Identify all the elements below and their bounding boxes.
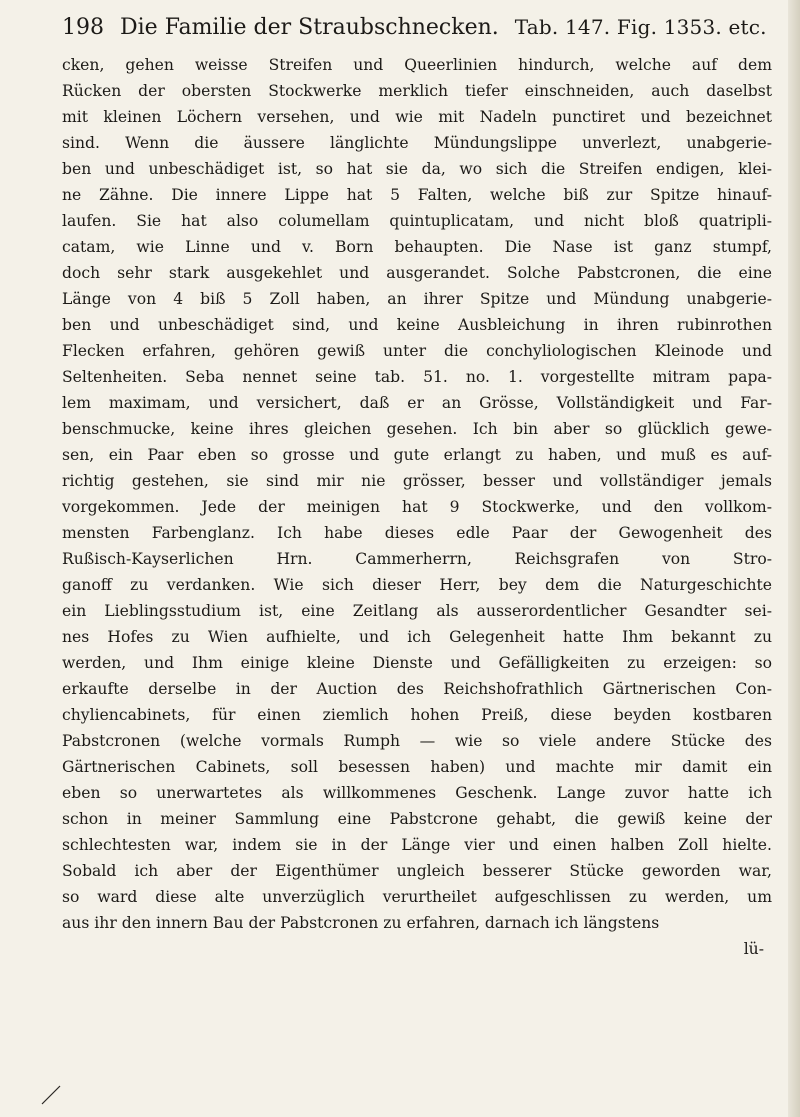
- text-line: Flecken erfahren, gehören gewiß unter die conchyliologischen Kleinode und: [62, 342, 772, 360]
- text-line: catam, wie Linne und v. Born behaupten. Die Nase ist ganz stumpf,: [62, 238, 772, 256]
- catchword: lü-: [743, 940, 764, 958]
- text-line: schon in meiner Sammlung eine Pabstcrone gehabt, die gewiß keine der: [62, 810, 772, 828]
- text-line: laufen. Sie hat also columellam quintuplicatam, und nicht bloß quatripli-: [62, 212, 772, 230]
- text-line: ben und unbeschädiget sind, und keine Ausbleichung in ihren rubinrothen: [62, 316, 772, 334]
- running-title: Die Familie der Straubschnecken.: [120, 15, 499, 40]
- text-line: sind. Wenn die äussere länglichte Mündungslippe unverlezt, unabgerie-: [62, 134, 772, 152]
- text-line: Rußisch-Kayserlichen Hrn. Cammerherrn, Reichsgrafen von Stro-: [62, 550, 772, 568]
- text-line: aus ihr den innern Bau der Pabstcronen zu erfahren, darnach ich längstens: [62, 914, 660, 932]
- plate-reference: Tab. 147. Fig. 1353. etc.: [514, 15, 767, 39]
- text-line: so ward diese alte unverzüglich verurtheilet aufgeschlissen zu werden, um: [62, 888, 772, 906]
- text-line: Sobald ich aber der Eigenthümer ungleich besserer Stücke geworden war,: [62, 862, 772, 880]
- text-line: Rücken der obersten Stockwerke merklich tiefer einschneiden, auch daselbst: [62, 82, 772, 100]
- text-line: mit kleinen Löchern versehen, und wie mit Nadeln punctiret und bezeichnet: [62, 108, 772, 126]
- text-line: doch sehr stark ausgekehlet und ausgerandet. Solche Pabstcronen, die eine: [62, 264, 772, 282]
- text-line: werden, und Ihm einige kleine Dienste und Gefälligkeiten zu erzeigen: so: [62, 654, 772, 672]
- text-line: eben so unerwartetes als willkommenes Geschenk. Lange zuvor hatte ich: [62, 784, 772, 802]
- text-line: schlechtesten war, indem sie in der Länge vier und einen halben Zoll hielte.: [62, 836, 772, 854]
- text-line: ganoff zu verdanken. Wie sich dieser Herr, bey dem die Naturgeschichte: [62, 576, 772, 594]
- text-line: cken, gehen weisse Streifen und Queerlinien hindurch, welche auf dem: [62, 56, 772, 74]
- page-number: 198: [62, 15, 104, 40]
- text-line: richtig gestehen, sie sind mir nie grösser, besser und vollständiger jemals: [62, 472, 772, 490]
- page-edge: [788, 0, 800, 1117]
- text-line: erkaufte derselbe in der Auction des Reichshofrathlich Gärtnerischen Con-: [62, 680, 772, 698]
- text-line: lem maximam, und versichert, daß er an Grösse, Vollständigkeit und Far-: [62, 394, 772, 412]
- text-line: benschmucke, keine ihres gleichen gesehen. Ich bin aber so glücklich gewe-: [62, 420, 772, 438]
- text-line: sen, ein Paar eben so grosse und gute erlangt zu haben, und muß es auf-: [62, 446, 772, 464]
- running-head: [62, 12, 772, 46]
- text-line: Länge von 4 biß 5 Zoll haben, an ihrer Spitze und Mündung unabgerie-: [62, 290, 772, 308]
- text-line: ne Zähne. Die innere Lippe hat 5 Falten, welche biß zur Spitze hinauf-: [62, 186, 772, 204]
- text-line: chyliencabinets, für einen ziemlich hohen Preiß, diese beyden kostbaren: [62, 706, 772, 724]
- text-line: nes Hofes zu Wien aufhielte, und ich Gelegenheit hatte Ihm bekannt zu: [62, 628, 772, 646]
- text-line: mensten Farbenglanz. Ich habe dieses edle Paar der Gewogenheit des: [62, 524, 772, 542]
- text-line: Seltenheiten. Seba nennet seine tab. 51. no. 1. vorgestellte mitram papa-: [62, 368, 772, 386]
- text-line: Gärtnerischen Cabinets, soll besessen haben) und machte mir damit ein: [62, 758, 772, 776]
- text-line: ein Lieblingsstudium ist, eine Zeitlang als ausserordentlicher Gesandter sei-: [62, 602, 772, 620]
- text-line: vorgekommen. Jede der meinigen hat 9 Stockwerke, und den vollkom-: [62, 498, 772, 516]
- book-page: [62, 12, 772, 962]
- body-text: [62, 52, 772, 962]
- text-line: ben und unbeschädiget ist, so hat sie da, wo sich die Streifen endigen, klei-: [62, 160, 772, 178]
- pen-mark-icon: [40, 1082, 64, 1106]
- text-line: Pabstcronen (welche vormals Rumph — wie so viele andere Stücke des: [62, 732, 772, 750]
